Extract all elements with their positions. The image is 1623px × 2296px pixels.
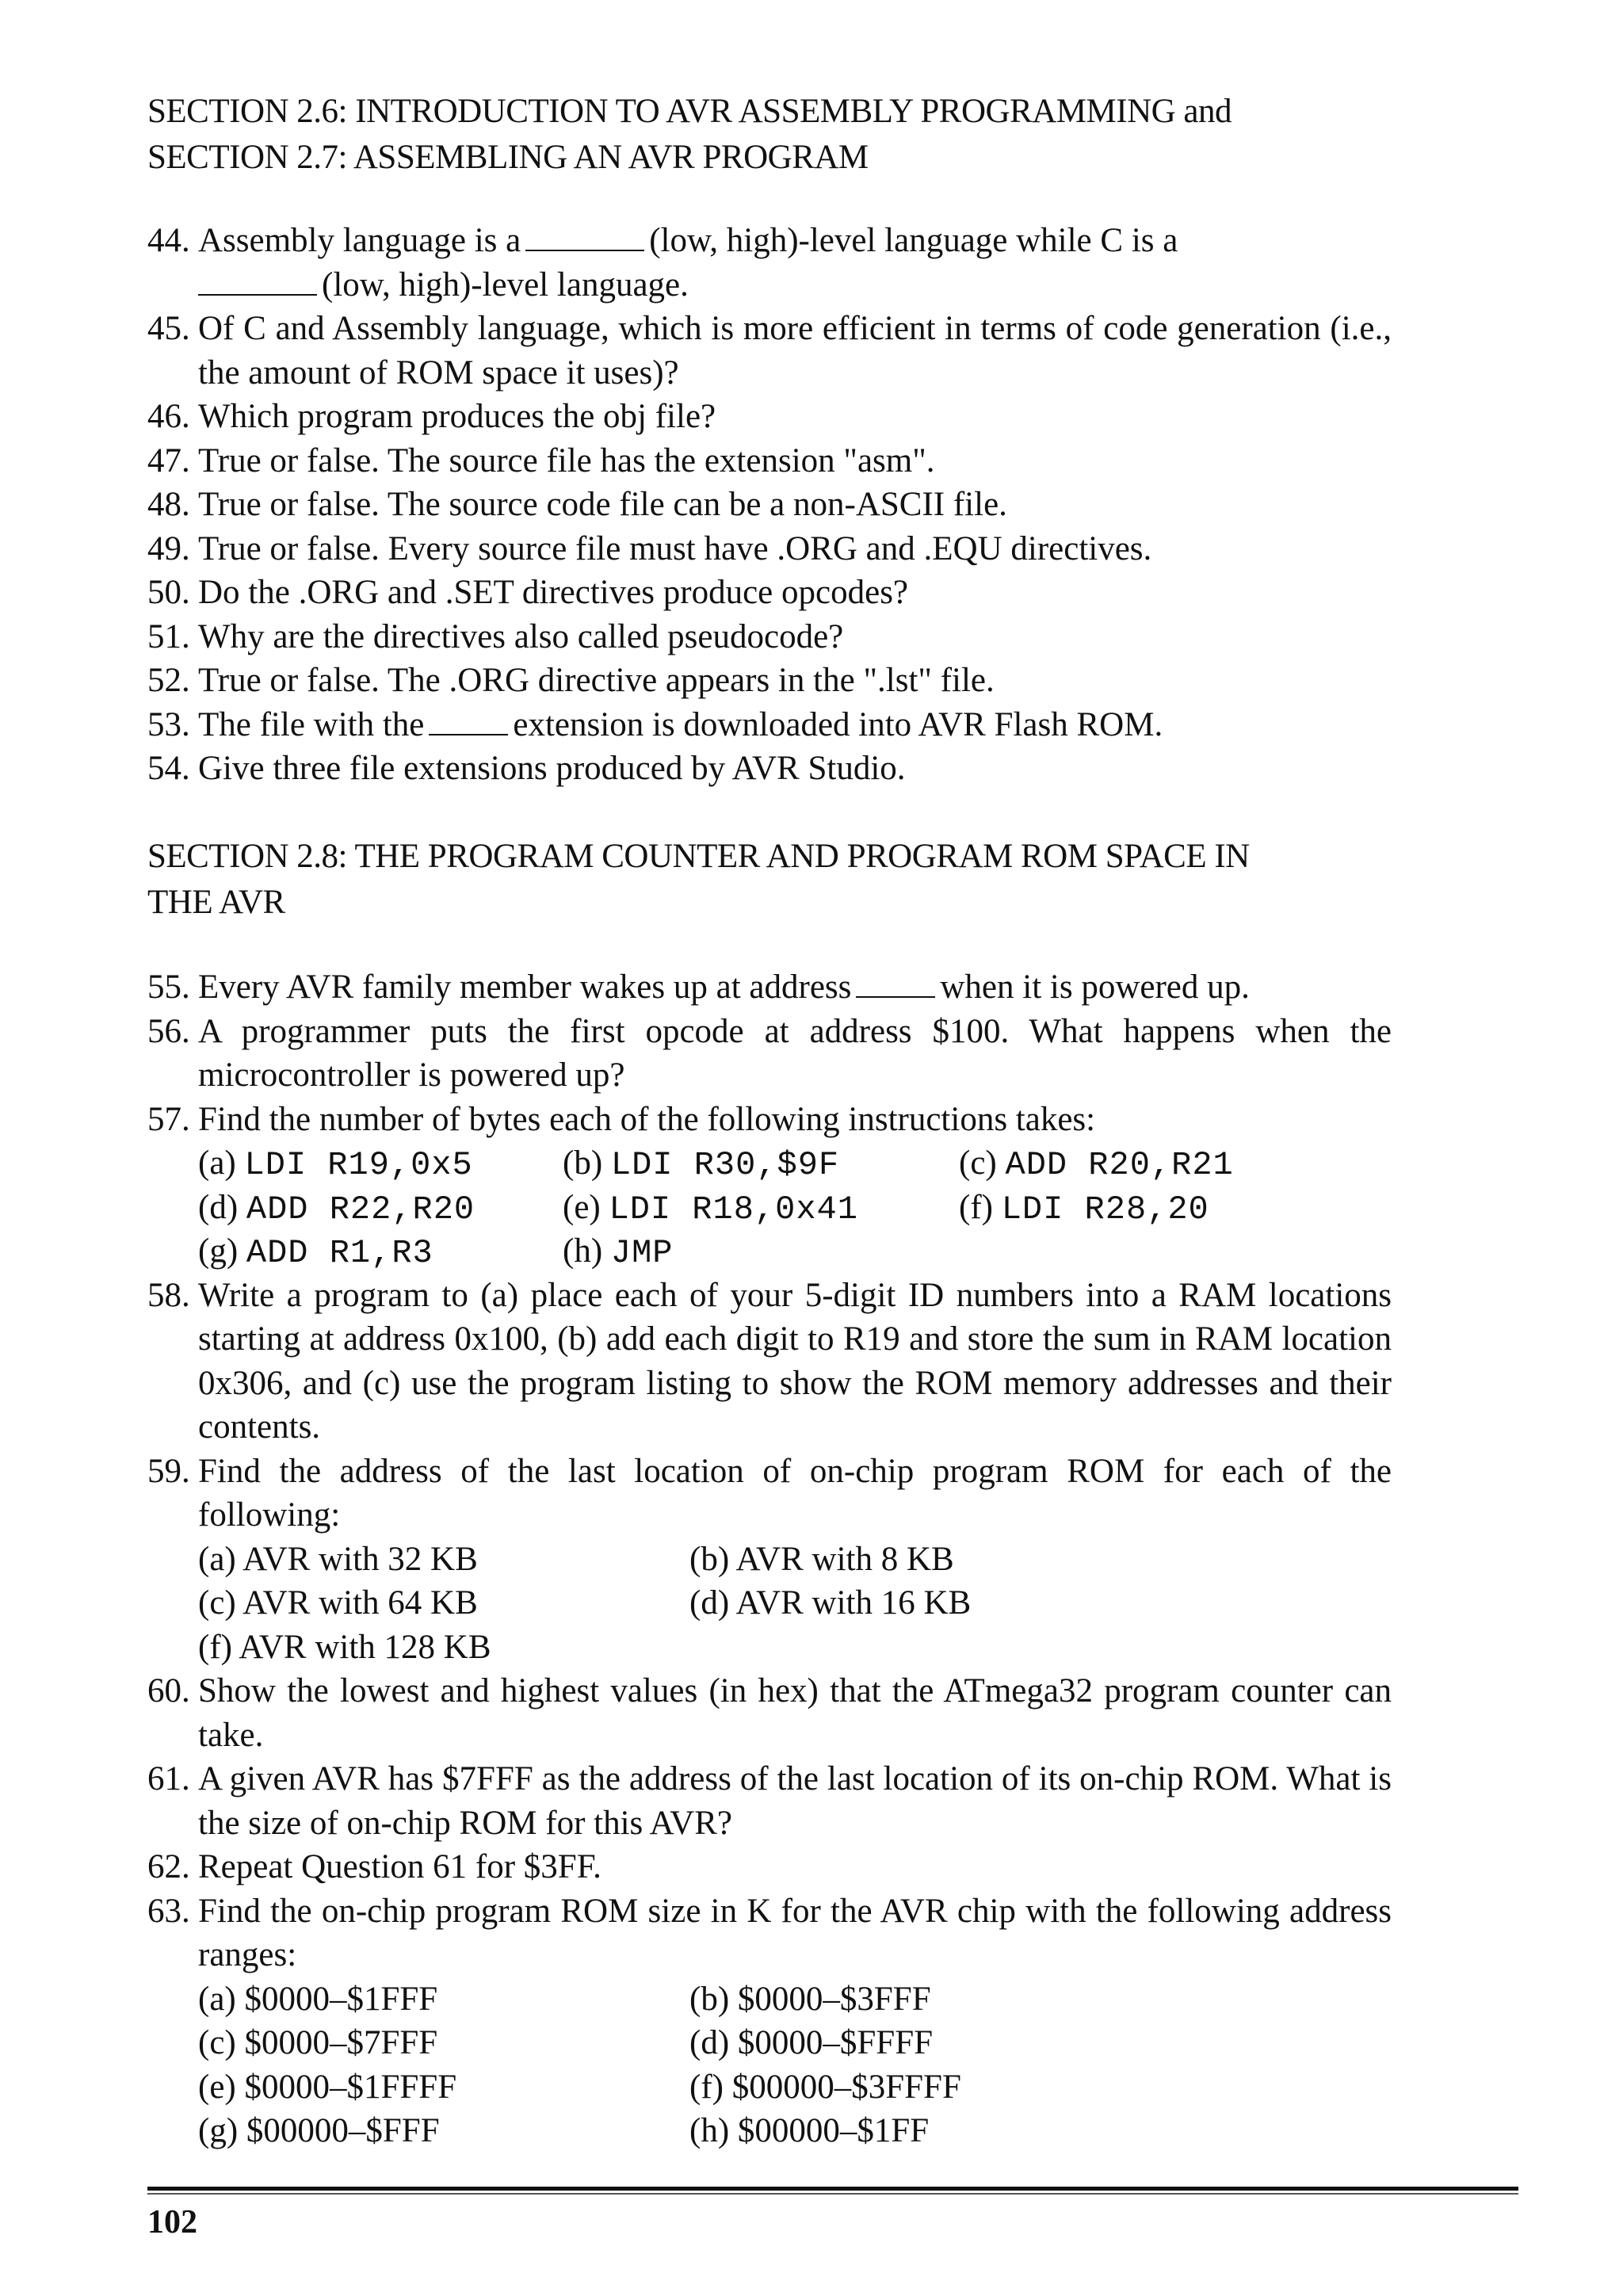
question-text: Repeat Question 61 for $3FF. xyxy=(198,1848,601,1885)
question-58 xyxy=(147,1274,1392,1450)
option-d: (d) AVR with 16 KB xyxy=(689,1584,972,1622)
question-52 xyxy=(147,659,1392,703)
question-number: 61. xyxy=(147,1760,190,1797)
question-text: Which program produces the obj file? xyxy=(198,398,716,435)
question-50 xyxy=(147,571,1392,615)
page-number: 102 xyxy=(147,2204,197,2241)
section-heading-line: SECTION 2.8: THE PROGRAM COUNTER AND PROGRAM ROM SPACE IN xyxy=(147,838,1250,875)
question-text: Of C and Assembly language, which is more efficient in terms of code generation (i.e., the amount of ROM space it uses)? xyxy=(198,310,1392,392)
option-b: (b) $0000–$3FFF xyxy=(689,1980,931,2018)
question-text: Every AVR family member wakes up at address xyxy=(198,968,852,1006)
question-text: when it is powered up. xyxy=(940,968,1250,1006)
question-53 xyxy=(147,703,1392,747)
question-number: 49. xyxy=(147,529,190,567)
question-45 xyxy=(147,307,1392,395)
question-62 xyxy=(147,1845,1392,1889)
question-text: True or false. Every source file must have .ORG and .EQU directives. xyxy=(198,529,1152,567)
section-heading-line: SECTION 2.6: INTRODUCTION TO AVR ASSEMBLY PROGRAMMING and xyxy=(147,93,1232,130)
option-row xyxy=(198,1229,1392,1274)
question-text: Assembly language is a xyxy=(198,222,521,259)
question-55 xyxy=(147,965,1392,1010)
question-57 xyxy=(147,1098,1392,1274)
option-a: (a) AVR with 32 KB xyxy=(198,1540,478,1578)
question-49 xyxy=(147,527,1392,571)
footer-rule-thin xyxy=(147,2193,1518,2195)
option-row xyxy=(198,1581,1392,1626)
question-56 xyxy=(147,1010,1392,1098)
option-a: (a) LDI R19,0x5 xyxy=(198,1144,473,1184)
question-text: Give three file extensions produced by AVR Studio. xyxy=(198,750,906,787)
question-text: True or false. The source file has the extension "asm". xyxy=(198,441,935,479)
option-g: (g) $00000–$FFF xyxy=(198,2112,440,2149)
question-number: 58. xyxy=(147,1276,190,1314)
question-list-a xyxy=(147,219,1392,791)
question-number: 44. xyxy=(147,222,190,259)
option-d: (d) ADD R22,R20 xyxy=(198,1188,475,1228)
question-number: 45. xyxy=(147,310,190,347)
question-48 xyxy=(147,483,1392,527)
question-text: Find the number of bytes each of the following instructions takes: xyxy=(198,1100,1096,1138)
question-number: 62. xyxy=(147,1848,190,1885)
option-row xyxy=(198,1977,1392,2022)
question-number: 47. xyxy=(147,441,190,479)
question-list-b xyxy=(147,965,1392,2153)
option-row xyxy=(198,1626,1392,1670)
fill-blank xyxy=(525,249,644,251)
question-text: Do the .ORG and .SET directives produce opcodes? xyxy=(198,574,909,611)
question-number: 46. xyxy=(147,398,190,435)
section-heading-line: SECTION 2.7: ASSEMBLING AN AVR PROGRAM xyxy=(147,139,869,176)
option-e: (e) $0000–$1FFFF xyxy=(198,2068,457,2106)
option-e: (e) LDI R18,0x41 xyxy=(563,1188,858,1228)
option-row xyxy=(198,2109,1392,2153)
question-text: (low, high)-level language. xyxy=(322,266,689,304)
question-text: True or false. The .ORG directive appears in the ".lst" file. xyxy=(198,662,995,699)
question-text: A programmer puts the first opcode at address $100. What happens when the microcontroller is powered up? xyxy=(198,1012,1392,1094)
section-heading-2-8 xyxy=(147,834,1384,926)
question-text: Write a program to (a) place each of your 5-digit ID numbers into a RAM locations starting at address 0x100, (b) add each digit to R19 and store the sum in RAM location 0x306, and (c) use the program listing to show the ROM memory addresses and their contents. xyxy=(198,1276,1392,1446)
footer-rule xyxy=(147,2187,1518,2191)
option-c: (c) ADD R20,R21 xyxy=(959,1144,1234,1184)
question-54 xyxy=(147,747,1392,791)
question-60 xyxy=(147,1669,1392,1757)
section-heading-line: THE AVR xyxy=(147,884,285,921)
question-number: 63. xyxy=(147,1892,190,1930)
option-f: (f) AVR with 128 KB xyxy=(198,1628,491,1666)
question-text: A given AVR has $7FFF as the address of the last location of its on-chip ROM. What is the size of on-chip ROM for this AVR? xyxy=(198,1760,1392,1842)
option-b: (b) AVR with 8 KB xyxy=(689,1540,954,1578)
question-61 xyxy=(147,1757,1392,1845)
option-row xyxy=(198,2021,1392,2065)
question-number: 59. xyxy=(147,1452,190,1490)
option-h: (h) JMP xyxy=(563,1232,674,1272)
question-44 xyxy=(147,219,1392,307)
option-f: (f) $00000–$3FFFF xyxy=(689,2068,961,2106)
option-g: (g) ADD R1,R3 xyxy=(198,1232,433,1272)
question-51 xyxy=(147,615,1392,659)
option-row xyxy=(198,1141,1392,1186)
question-59 xyxy=(147,1450,1392,1670)
question-number: 54. xyxy=(147,750,190,787)
fill-blank xyxy=(429,733,508,735)
question-text: Find the address of the last location of on-chip program ROM for each of the following: xyxy=(198,1452,1392,1534)
question-number: 50. xyxy=(147,574,190,611)
option-row xyxy=(198,1538,1392,1582)
question-text: The file with the xyxy=(198,705,425,743)
option-row xyxy=(198,2065,1392,2110)
fill-blank xyxy=(856,995,935,998)
question-47 xyxy=(147,439,1392,483)
option-f: (f) LDI R28,20 xyxy=(959,1188,1209,1228)
option-row xyxy=(198,1186,1392,1230)
question-text: Show the lowest and highest values (in hex) that the ATmega32 program counter can take. xyxy=(198,1672,1392,1754)
question-63 xyxy=(147,1889,1392,2153)
question-text: Find the on-chip program ROM size in K for the AVR chip with the following address ranges: xyxy=(198,1892,1392,1973)
option-d: (d) $0000–$FFFF xyxy=(689,2024,934,2061)
question-text: extension is downloaded into AVR Flash ROM. xyxy=(513,705,1163,743)
option-b: (b) LDI R30,$9F xyxy=(563,1144,840,1184)
question-text: (low, high)-level language while C is a xyxy=(649,222,1178,259)
question-46 xyxy=(147,395,1392,439)
question-text: Why are the directives also called pseudocode? xyxy=(198,617,844,655)
question-number: 55. xyxy=(147,968,190,1006)
question-number: 51. xyxy=(147,617,190,655)
fill-blank xyxy=(198,293,317,296)
question-number: 52. xyxy=(147,662,190,699)
option-c: (c) AVR with 64 KB xyxy=(198,1584,478,1622)
option-h: (h) $00000–$1FF xyxy=(689,2112,930,2149)
option-c: (c) $0000–$7FFF xyxy=(198,2024,438,2061)
section-heading-2-6 xyxy=(147,89,1384,181)
question-number: 48. xyxy=(147,486,190,523)
option-a: (a) $0000–$1FFF xyxy=(198,1980,438,2018)
question-number: 53. xyxy=(147,705,190,743)
question-number: 57. xyxy=(147,1100,190,1138)
question-text: True or false. The source code file can be a non-ASCII file. xyxy=(198,486,1007,523)
question-number: 56. xyxy=(147,1012,190,1050)
question-number: 60. xyxy=(147,1672,190,1710)
